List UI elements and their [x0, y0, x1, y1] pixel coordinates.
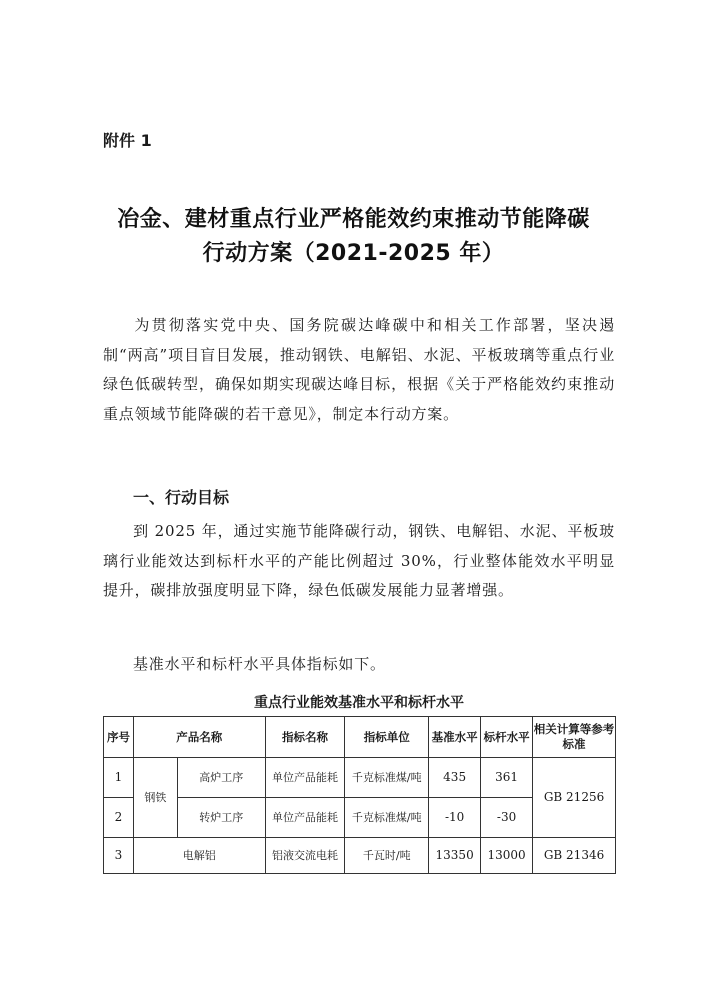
header-unit: 指标单位 — [345, 717, 429, 758]
document-title-line2: 行动方案（2021-2025 年） — [202, 241, 505, 266]
cell-standard: GB 21346 — [533, 838, 616, 874]
cell-benchmark: 13000 — [481, 838, 533, 874]
header-baseline: 基准水平 — [429, 717, 481, 758]
cell-baseline: -10 — [429, 798, 481, 838]
section-heading-goals: 一、行动目标 — [133, 488, 230, 507]
cell-indicator: 单位产品能耗 — [265, 758, 345, 798]
cell-unit: 千克标准煤/吨 — [345, 758, 429, 798]
cell-indicator: 单位产品能耗 — [265, 798, 345, 838]
header-product: 产品名称 — [133, 717, 265, 758]
cell-product: 高炉工序 — [177, 758, 265, 798]
energy-efficiency-table — [103, 716, 616, 874]
cell-standard-steel: GB 21256 — [533, 758, 616, 838]
intro-paragraph: 为贯彻落实党中央、国务院碳达峰碳中和相关工作部署，坚决遏制“两高”项目盲目发展，推动钢铁、电解铝、水泥、平板玻璃等重点行业绿色低碳转型，确保如期实现碳达峰目标，根据《关于严格能效约束推动重点领域节能降碳的若干意见》，制定本行动方案。 — [103, 316, 615, 423]
cell-seq: 3 — [104, 838, 134, 874]
table-row — [104, 758, 616, 798]
cell-baseline: 435 — [429, 758, 481, 798]
goal-paragraph: 到 2025 年，通过实施节能降碳行动，钢铁、电解铝、水泥、平板玻璃行业能效达到标杆水平的产能比例超过 30%，行业整体能效水平明显提升，碳排放强度明显下降，绿色低碳发展能力显著增强。 — [103, 522, 615, 599]
table-header-row — [104, 717, 616, 758]
indicator-intro: 基准水平和标杆水平具体指标如下。 — [133, 655, 386, 673]
header-indicator: 指标名称 — [265, 717, 345, 758]
header-seq: 序号 — [104, 717, 134, 758]
cell-baseline: 13350 — [429, 838, 481, 874]
cell-product: 电解铝 — [133, 838, 265, 874]
cell-benchmark: 361 — [481, 758, 533, 798]
table-title: 重点行业能效基准水平和标杆水平 — [254, 695, 464, 711]
header-benchmark: 标杆水平 — [481, 717, 533, 758]
cell-seq: 1 — [104, 758, 134, 798]
cell-product: 转炉工序 — [177, 798, 265, 838]
header-standard: 相关计算等参考标准 — [533, 717, 616, 758]
document-title-line1: 冶金、建材重点行业严格能效约束推动节能降碳 — [117, 207, 590, 232]
cell-unit: 千克标准煤/吨 — [345, 798, 429, 838]
cell-seq: 2 — [104, 798, 134, 838]
cell-indicator: 铝液交流电耗 — [265, 838, 345, 874]
annex-label: 附件 1 — [103, 131, 152, 150]
table-row — [104, 838, 616, 874]
cell-unit: 千瓦时/吨 — [345, 838, 429, 874]
cell-benchmark: -30 — [481, 798, 533, 838]
cell-group-steel: 钢铁 — [133, 758, 177, 838]
